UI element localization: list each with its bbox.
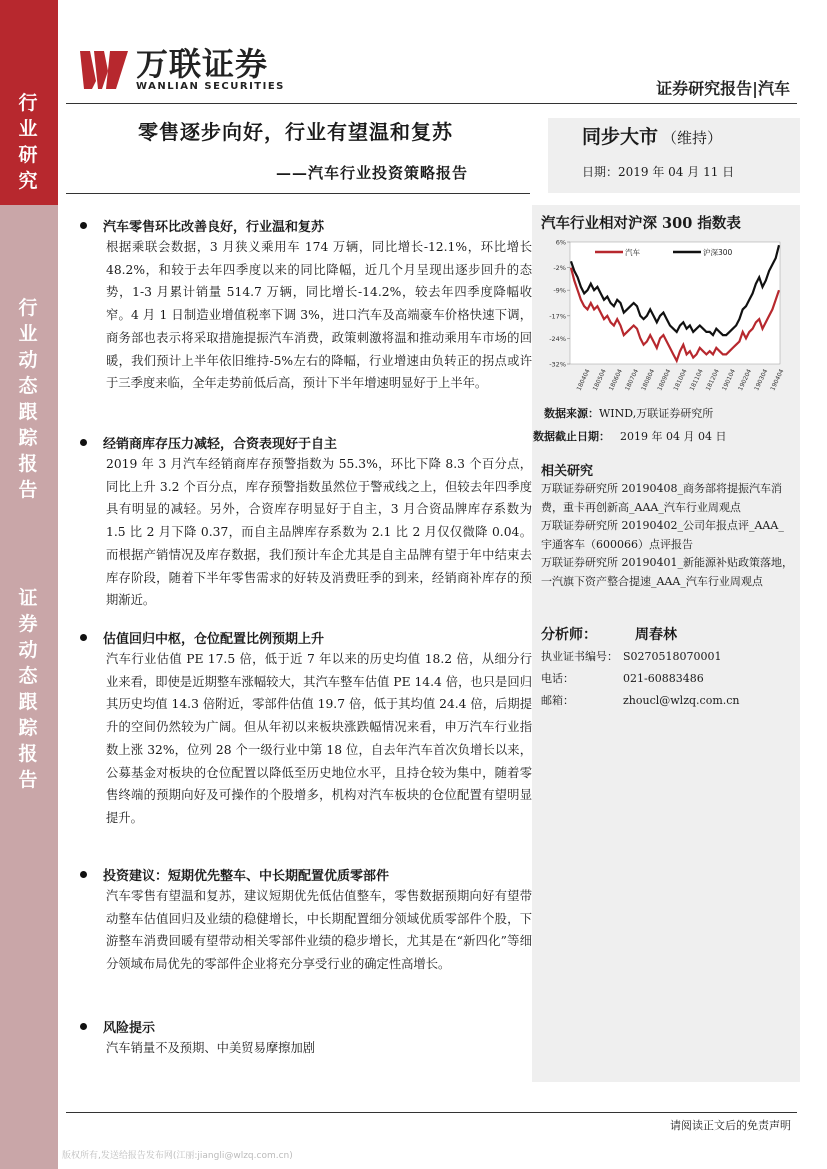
bullet-icon [80, 439, 87, 446]
analyst-label: 分析师： [541, 627, 597, 643]
section-valuation [80, 626, 532, 830]
x-tick-label: 180804 [640, 368, 657, 392]
y-tick-label: -17% [549, 312, 566, 321]
bullet-icon [80, 222, 87, 229]
x-tick-label: 190404 [769, 368, 786, 392]
section-investment [80, 863, 532, 976]
x-tick-label: 181204 [704, 368, 721, 392]
x-tick-label: 180604 [607, 368, 624, 392]
bullet-icon [80, 634, 87, 641]
header-divider [66, 103, 797, 104]
section-body: 汽车销量不及预期、中美贸易摩擦加剧 [106, 1041, 316, 1055]
x-tick-label: 180404 [575, 368, 592, 392]
y-tick-label: -24% [549, 334, 566, 343]
license-number: S0270518070001 [623, 650, 722, 663]
wanlian-logo-icon [80, 49, 128, 91]
section-risk [80, 1015, 532, 1060]
logo-english: WANLIAN SECURITIES [136, 81, 285, 92]
company-logo [80, 47, 285, 92]
section-body: 根据乘联会数据，3 月狭义乘用车 174 万辆，同比增长-12.1%，环比增长 48.2%，和较于去年四季度以来的同比降幅，近几个月呈现出逐步回升的态势，1-3 月累计销量 514.7 万辆，同比增长-14.2%，较去年四季度降幅收窄。4 月 1 日制造业增值税率下调 3%，进口汽车及高端豪车价格快速下调，商务部也表示将采取措施提振汽车消费，政策刺激将温和推动乘用车市场的回暖，我们预计上半年依旧维持-5%左右的降幅，行业增速由负转正的拐点或许于三季度来临，全年走势前低后高，预计下半年增速明显好于上半年。 [106, 240, 532, 391]
logo-chinese: 万联证券 [136, 45, 269, 83]
contact-key: 执业证书编号： [541, 650, 618, 663]
related-research-item[interactable]: 万联证券研究所 20190408_商务部将提振汽车消费，重卡再创新高_AAA_汽车行业周观点 [541, 482, 782, 514]
x-tick-label: 190104 [720, 368, 737, 392]
x-tick-label: 181104 [688, 368, 705, 392]
sidebar-block-research [0, 0, 58, 205]
section-heading: 汽车零售环比改善良好，行业温和复苏 [103, 219, 325, 235]
x-tick-label: 190304 [753, 368, 770, 392]
section-heading: 风险提示 [103, 1020, 156, 1036]
analyst-header [541, 624, 677, 644]
footer-divider [66, 1112, 797, 1113]
report-type: 证券研究报告|汽车 [656, 79, 790, 98]
data-cutoff-date: 数据截止日期： 2019 年 04 月 04 日 [533, 430, 727, 443]
page-title: 零售逐步向好，行业有望温和复苏 [138, 120, 453, 144]
x-tick-label: 181004 [672, 368, 689, 392]
related-research-item[interactable]: 万联证券研究所 20190401_新能源补贴政策落地，一汽旗下资产整合提速_AAA_汽车行业周观点 [541, 556, 793, 588]
report-date: 日期：2019 年 04 月 11 日 [582, 165, 735, 179]
chart-title: 汽车行业相对沪深 300 指数表 [541, 215, 741, 232]
phone-number: 021-60883486 [623, 672, 704, 685]
contact-key: 邮箱： [541, 694, 574, 707]
page-subtitle: ——汽车行业投资策略报告 [276, 164, 469, 182]
email-link[interactable]: zhoucl@wlzq.com.cn [623, 694, 740, 707]
related-research-item[interactable]: 万联证券研究所 20190402_公司年报点评_AAA_宇通客车（600066）点评报告 [541, 519, 784, 551]
x-tick-label: 180904 [656, 368, 673, 392]
sidebar-label: 行业研究 [18, 92, 40, 192]
section-body: 2019 年 3 月汽车经销商库存预警指数为 55.3%，环比下降 8.3 个百分点，同比上升 3.2 个百分点，库存预警指数虽然位于警戒线之上，但较去年四季度具有明显的减轻。另外，合资库存明显好于自主，3 月合资品牌库存系数为 1.5 比 2 月下降 0.37，而自主品牌库存系数为 2.1 比 2 月仅仅微降 0.04。而根据产销情况及库存数据，我们预计车企尤其是自主品牌有望于年中结束去库存阶段，随着下半年零售需求的好转及消费旺季的到来，经销商补库存的预期渐近。 [106, 457, 532, 608]
rating-name: 同步大市 （维持） [582, 126, 723, 148]
section-retail [80, 214, 532, 395]
related-research-list [541, 480, 793, 591]
y-tick-label: -32% [549, 360, 566, 369]
section-heading: 投资建议：短期优先整车、中长期配置优质零部件 [103, 868, 390, 884]
legend-label: 汽车 [625, 248, 640, 257]
sidebar-block-securities [0, 565, 58, 1169]
watermark: 版权所有,发送给报告发布网(江丽:jiangli@wlzq.com.cn) [62, 1151, 293, 1161]
section-heading: 经销商库存压力减轻，合资表现好于自主 [103, 436, 338, 452]
bullet-icon [80, 1023, 87, 1030]
rating-value: （维持） [662, 129, 723, 147]
relative-index-chart [540, 234, 790, 400]
x-tick-label: 190204 [737, 368, 754, 392]
section-inventory [80, 431, 532, 612]
disclaimer-note: 请阅读正文后的免责声明 [670, 1119, 791, 1132]
related-research-heading: 相关研究 [541, 464, 594, 479]
data-source: 数据来源：WIND,万联证券研究所 [544, 407, 714, 420]
sidebar-label: 证券动态跟踪报告 [18, 587, 40, 791]
y-tick-label: 6% [555, 238, 566, 247]
sidebar-label: 行业动态跟踪报告 [18, 297, 40, 501]
y-tick-label: -2% [553, 264, 566, 273]
section-body: 汽车零售有望温和复苏，建议短期优先低估值整车，零售数据预期向好有望带动整车估值回归及业绩的稳健增长，中长期配置细分领域优质零部件个股，下游整车消费回暖有望带动相关零部件业绩的稳步增长，尤其是在“新四化”等细分领域布局优先的零部件企业将充分享受行业的确定性高增长。 [106, 889, 532, 972]
x-tick-label: 180704 [624, 368, 641, 392]
y-tick-label: -9% [553, 286, 566, 295]
bullet-icon [80, 871, 87, 878]
rating-box [548, 118, 800, 193]
analyst-contact [541, 646, 740, 712]
legend-label: 沪深300 [703, 248, 733, 257]
sidebar-block-industry [0, 205, 58, 565]
contact-key: 电话： [541, 672, 574, 685]
section-body: 汽车行业估值 PE 17.5 倍，低于近 7 年以来的历史均值 18.2 倍，从细分行业来看，即使是近期整车涨幅较大，其汽车整车估值 PE 14.4 倍，也只是回归其历史均值 14.3 倍附近，零部件估值 19.7 倍，低于其均值 24.4 倍，后期提升的空间仍然较为广阔。但从年初以来板块涨跌幅情况来看，申万汽车行业指数上涨 32%，位列 28 个一级行业中第 18 位，自去年汽车首次负增长以来，公募基金对板块的仓位配置以降低至历史地位水平，且持仓较为集中，随着零售终端的预期向好及可操作的个股增多，机构对汽车板块的仓位配置有望明显提升。 [106, 652, 532, 825]
x-tick-label: 180504 [591, 368, 608, 392]
section-heading: 估值回归中枢，仓位配置比例预期上升 [103, 631, 325, 647]
analyst-name: 周春林 [635, 627, 677, 643]
title-divider [66, 193, 530, 194]
